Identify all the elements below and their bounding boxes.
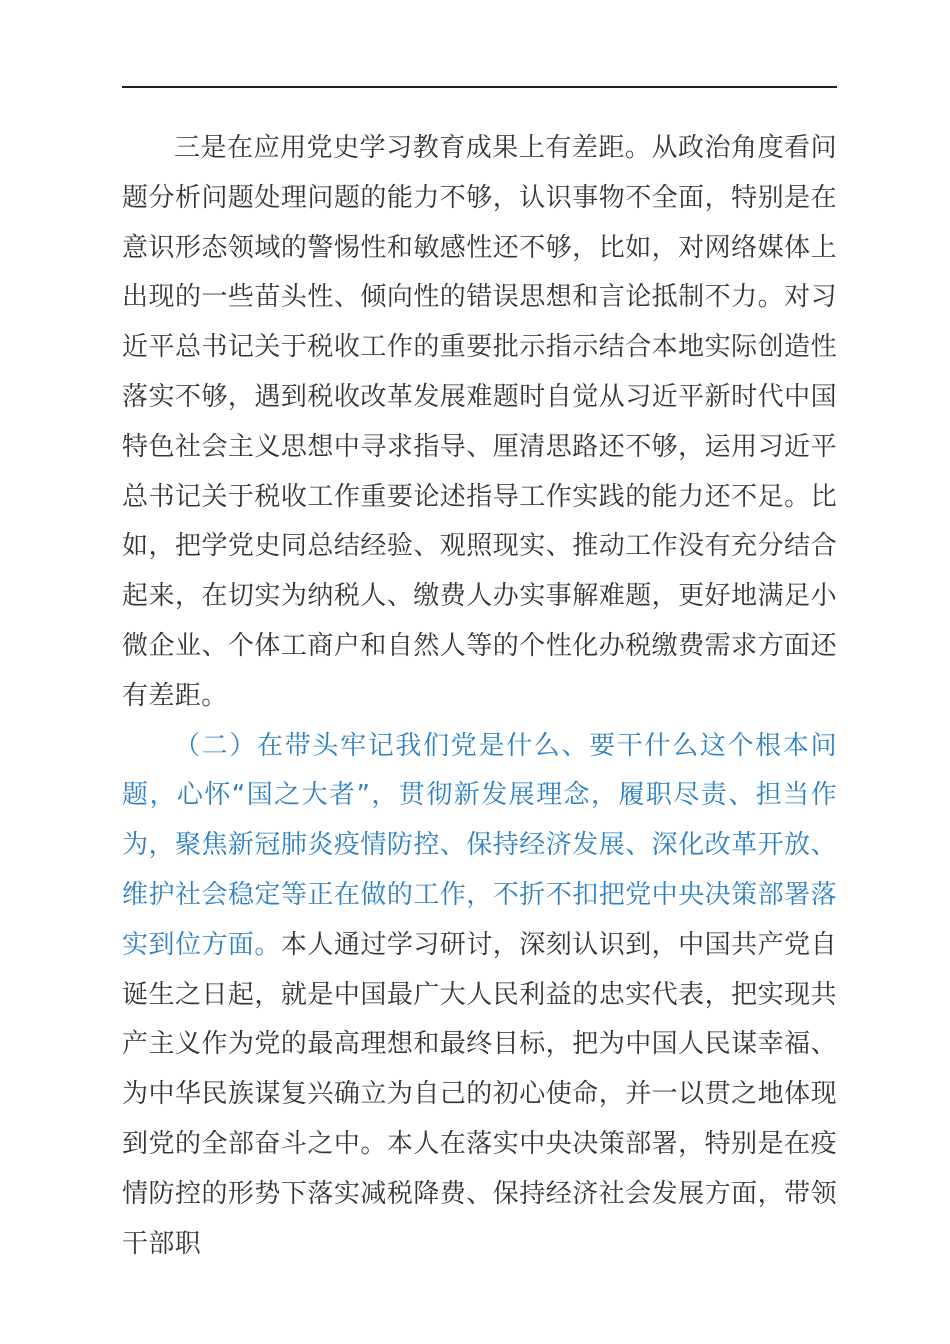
section-body-text: 本人通过学习研讨，深刻认识到，中国共产党自诞生之日起，就是中国最广大人民利益的忠实代表，把实现共产主义作为党的最高理想和最终目标，把为中国人民谋幸福、为中华民族谋复兴确立为自己的初心使命，并一以贯之地体现到党的全部奋斗之中。本人在落实中央决策部署，特别是在疫情防控的形势下落实减税降费、保持经济社会发展方面，带领干部职 [122,929,837,1259]
paragraph-section-two [122,722,837,1270]
paragraph-problem-three: 三是在应用党史学习教育成果上有差距。从政治角度看问题分析问题处理问题的能力不够，认识事物不全面，特别是在意识形态领域的警惕性和敏感性还不够，比如，对网络媒体上出现的一些苗头性、倾向性的错误思想和言论抵制不力。对习近平总书记关于税收工作的重要批示指示结合本地实际创造性落实不够，遇到税收改革发展难题时自觉从习近平新时代中国特色社会主义思想中寻求指导、厘清思路还不够，运用习近平总书记关于税收工作重要论述指导工作实践的能力还不足。比如，把学党史同总结经验、观照现实、推动工作没有充分结合起来，在切实为纳税人、缴费人办实事解难题，更好地满足小微企业、个体工商户和自然人等的个性化办税缴费需求方面还有差距。 [122,133,837,711]
document-body [122,124,837,1269]
header-rule [122,86,837,88]
section-heading: （二）在带头牢记我们党是什么、要干什么这个根本问题，心怀“国之大者”，贯彻新发展理念，履职尽责、担当作为，聚焦新冠肺炎疫情防控、保持经济发展、深化改革开放、维护社会稳定等正在做的工作，不折不扣把党中央决策部署落实到位方面。 [122,730,837,960]
